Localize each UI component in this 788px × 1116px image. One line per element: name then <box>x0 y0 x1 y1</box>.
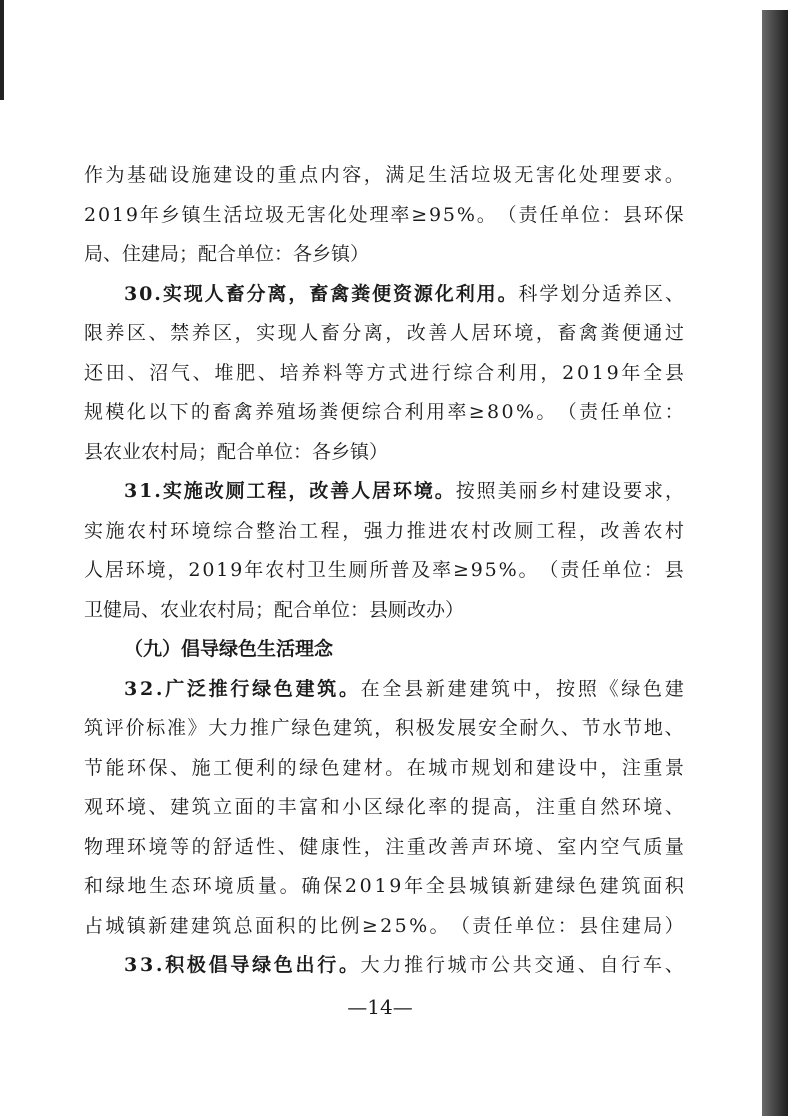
bold-heading: （九）倡导绿色生活理念 <box>124 638 334 660</box>
text-line: 3 1 . 实 施 改 厕 工 程 ， 改 善 人 居 环 境 。 按 照 美 丽 乡 村 建 设 要 求 ， <box>124 480 684 502</box>
text-line: 实 施 农 村 环 境 综 合 整 治 工 程 ， 强 力 推 进 农 村 改 厕 工 程 ， 改 善 农 村 <box>84 519 684 542</box>
paragraph-p29 <box>84 156 684 275</box>
text-line: 还 田 、 沼 气 、 堆 肥 、 培 养 料 等 方 式 进 行 综 合 利 用 ， 2 0 1 9 年 全 县 <box>84 361 684 384</box>
page-number: —14— <box>347 995 413 1019</box>
text-line: 和 绿 地 生 态 环 境 质 量 。 确 保 2 0 1 9 年 全 县 城 镇 新 建 绿 色 建 筑 面 积 <box>84 875 684 897</box>
text-line <box>124 630 684 670</box>
text-line: 规 模 化 以 下 的 畜 禽 养 殖 场 粪 便 综 合 利 用 率 ≥ 8 0 % 。 （ 责 任 单 位 ： <box>84 401 684 423</box>
paragraph-p33 <box>84 946 684 986</box>
text-line <box>84 433 684 473</box>
text-line <box>84 235 684 275</box>
scan-edge-right <box>762 10 788 1116</box>
text-line: 3 0 . 实 现 人 畜 分 离 ， 畜 禽 粪 便 资 源 化 利 用 。 科 学 划 分 适 养 区 、 <box>124 282 684 305</box>
paragraph-p30 <box>84 275 684 473</box>
paragraph-p31 <box>84 472 684 630</box>
text-line: 人 居 环 境 ， 2 0 1 9 年 农 村 卫 生 厕 所 普 及 率 ≥ 9 5 % 。 （ 责 任 单 位 ： 县 <box>84 559 684 581</box>
text-line: 占 城 镇 新 建 建 筑 总 面 积 的 比 例 ≥ 2 5 % 。 （ 责 任 单 位 ： 县 住 建 局 ） <box>84 914 684 937</box>
text-line: 观 环 境 、 建 筑 立 面 的 丰 富 和 小 区 绿 化 率 的 提 高 ， 注 重 自 然 环 境 、 <box>84 796 684 818</box>
line-text: 县农业农村局；配合单位：各乡镇） <box>84 440 389 463</box>
text-line <box>84 591 684 631</box>
text-line: 限 养 区 、 禁 养 区 ， 实 现 人 畜 分 离 ， 改 善 人 居 环 境 ， 畜 禽 粪 便 通 过 <box>84 322 684 344</box>
scan-edge-left <box>0 0 4 100</box>
text-line: 2 0 1 9 年 乡 镇 生 活 垃 圾 无 害 化 处 理 率 ≥ 9 5 % 。 （ 责 任 单 位 ： 县 环 保 <box>84 203 684 226</box>
paragraph-h9 <box>84 630 684 670</box>
text-line: 物 理 环 境 等 的 舒 适 性 、 健 康 性 ， 注 重 改 善 声 环 境 、 室 内 空 气 质 量 <box>84 835 684 858</box>
text-line: 作 为 基 础 设 施 建 设 的 重 点 内 容 ， 满 足 生 活 垃 圾 无 害 化 处 理 要 求 。 <box>84 164 684 186</box>
text-line: 3 2 . 广 泛 推 行 绿 色 建 筑 。 在 全 县 新 建 建 筑 中 ， 按 照 《 绿 色 建 <box>124 677 684 700</box>
text-line: 筑 评 价 标 准 》 大 力 推 广 绿 色 建 筑 ， 积 极 发 展 安 全 耐 久 、 节 水 节 地 、 <box>84 717 684 739</box>
paragraph-p32 <box>84 670 684 947</box>
document-body <box>84 156 684 986</box>
line-text: 局、住建局；配合单位：各乡镇） <box>84 243 370 265</box>
text-line: 3 3 . 积 极 倡 导 绿 色 出 行 。 大 力 推 行 城 市 公 共 交 通 、 自 行 车 、 <box>124 954 684 976</box>
line-text: 卫健局、农业农村局；配合单位：县厕改办） <box>84 598 465 621</box>
text-line: 节 能 环 保 、 施 工 便 利 的 绿 色 建 材 。 在 城 市 规 划 和 建 设 中 ， 注 重 景 <box>84 756 684 779</box>
